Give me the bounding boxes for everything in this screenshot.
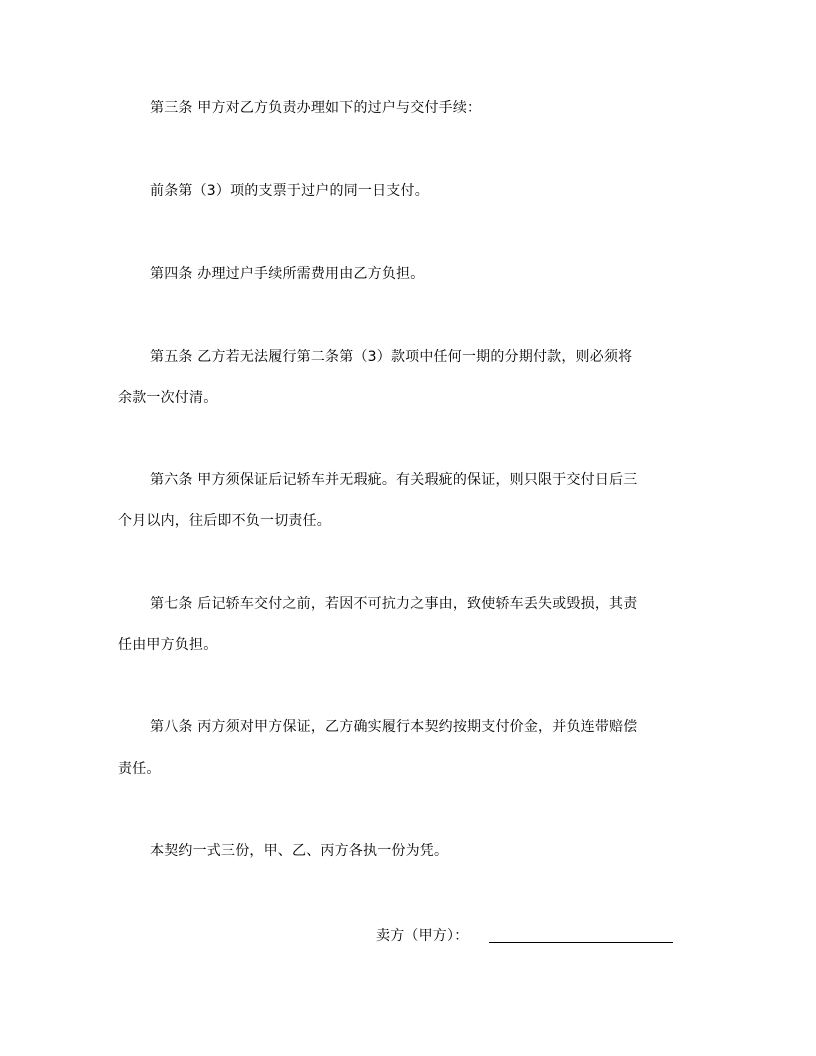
article-3-text: 第三条 甲方对乙方负责办理如下的过户与交付手续： <box>150 100 482 116</box>
check-payment-note: 前条第（3）项的支票于过户的同一日支付。 <box>150 183 429 199</box>
article-8-line-1: 第八条 丙方须对甲方保证，乙方确实履行本契约按期支付价金，并负连带赔偿 <box>150 719 638 735</box>
article-4-text: 第四条 办理过户手续所需费用由乙方负担。 <box>150 266 425 282</box>
article-7-line-1: 第七条 后记轿车交付之前，若因不可抗力之事由，致使轿车丢失或毁损，其责 <box>150 596 638 612</box>
article-7-line-2: 任由甲方负担。 <box>118 637 218 653</box>
article-6-line-1: 第六条 甲方须保证后记轿车并无瑕疵。有关瑕疵的保证，则只限于交付日后三 <box>150 472 638 488</box>
seller-signature-blank[interactable] <box>489 942 673 943</box>
article-5-line-2: 余款一次付清。 <box>118 390 218 406</box>
article-5-line-1: 第五条 乙方若无法履行第二条第（3）款项中任何一期的分期付款，则必须将 <box>150 349 633 365</box>
article-6-line-2: 个月以内，往后即不负一切责任。 <box>118 513 331 529</box>
copies-statement: 本契约一式三份，甲、乙、丙方各执一份为凭。 <box>150 843 449 859</box>
seller-signature-label: 卖方（甲方）： <box>376 928 469 944</box>
article-8-line-2: 责任。 <box>118 761 161 777</box>
